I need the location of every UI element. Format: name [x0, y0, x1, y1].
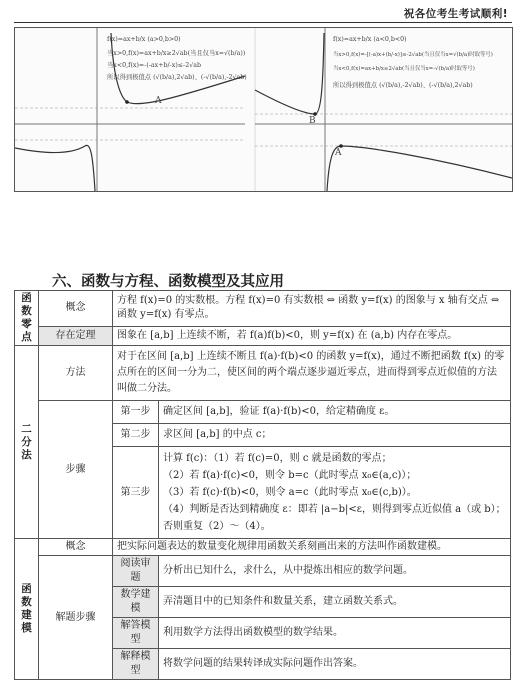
modeling-step-name: 阅读审题: [113, 556, 159, 587]
modeling-concept-text: 把实际问题表达的数量变化规律用函数关系刻画出来的方法叫作函数建模。: [113, 539, 511, 556]
modeling-step-name: 解答模型: [113, 618, 159, 649]
modeling-step-text: 弄清题目中的已知条件和数量关系，建立函数关系式。: [159, 587, 511, 618]
right-formula-2: 当x>0,f(x)=-[(-a)x+(b/-x)]≤-2√ab(当且仅当x=√(b/a)时取等号): [333, 52, 493, 58]
step2-label: 第二步: [113, 424, 159, 447]
step3-text: [159, 447, 511, 539]
zero-theorem-text: 图象在 [a,b] 上连续不断，若 f(a)f(b)<0，则 y=f(x) 在 (a,b) 内存在零点。: [113, 326, 511, 345]
bisection-steps-label: 步骤: [39, 401, 113, 539]
modeling-steps-label: 解题步骤: [39, 556, 113, 680]
section-title: 六、函数与方程、函数模型及其应用: [52, 274, 284, 290]
bisection-step1-row: [15, 401, 511, 424]
right-upper-branch: [255, 33, 324, 114]
point-label-b: B: [309, 116, 316, 126]
zero-theorem-row: [15, 326, 511, 345]
modeling-step-name: 解释模型: [113, 649, 159, 680]
zero-concept-label: 概念: [39, 291, 113, 327]
bisection-section-label: 二分法: [15, 346, 39, 539]
left-formula-3: 当x<0,f(x)=-(-ax+b/-x)≤-2√ab: [107, 62, 201, 69]
left-formula-2: 当x>0,f(x)=ax+b/x≥2√ab(当且仅当x=√(b/a)): [107, 50, 246, 57]
function-equation-table: [14, 290, 511, 680]
left-formula-1: f(x)=ax+b/x (a>0,b>0): [107, 36, 181, 43]
zero-concept-text: 方程 f(x)=0 的实数根。方程 f(x)=0 有实数根 ⇔ 函数 y=f(x) 的图象与 x 轴有交点 ⇔ 函数 y=f(x) 有零点。: [113, 291, 511, 327]
right-formula-1: f(x)=ax+b/x (a<0,b<0): [333, 36, 407, 43]
modeling-step-name: 数学建模: [113, 587, 159, 618]
point-label-a-left: A: [155, 96, 162, 106]
header-note: 祝各位考生考试顺利!: [403, 8, 508, 20]
step2-text: 求区间 [a,b] 的中点 c；: [159, 424, 511, 447]
bisection-method-text: 对于在区间 [a,b] 上连续不断且 f(a)·f(b)<0 的函数 y=f(x)，通过不断把函数 f(x) 的零点所在的区间一分为二，使区间的两个端点逐步逼近零点，进而得到零点近似值的方法叫做二分法。: [113, 346, 511, 401]
left-formula-4: 所以得到极值点 (√(b/a),2√ab)、(-√(b/a),-2√ab): [107, 74, 247, 81]
zero-section-label: 函数零点: [15, 291, 39, 346]
modeling-concept-row: [15, 539, 511, 556]
zero-theorem-label: 存在定理: [39, 326, 113, 345]
function-graph-figure: [14, 27, 513, 192]
header-rule: [14, 22, 512, 23]
step1-text: 确定区间 [a,b]，验证 f(a)·f(b)<0，给定精确度 ε。: [159, 401, 511, 424]
step1-label: 第一步: [113, 401, 159, 424]
modeling-concept-label: 概念: [39, 539, 113, 556]
right-formula-3: 当x<0,f(x)=ax+b/x≥2√ab(当且仅当x=-√(b/a)时取等号): [333, 66, 475, 72]
bisection-method-label: 方法: [39, 346, 113, 401]
bisection-method-row: [15, 346, 511, 401]
modeling-section-label: 函数建模: [15, 539, 39, 680]
modeling-step-text: 利用数学方法得出函数模型的数学结果。: [159, 618, 511, 649]
step3-line: （3）若 f(c)·f(b)<0，则令 a=c（此时零点 x₀∈(c,b)）。: [163, 487, 417, 498]
left-lower-branch: [15, 145, 95, 191]
right-lower-branch: [327, 146, 512, 191]
step3-label: 第三步: [113, 447, 159, 539]
modeling-step-text: 分析出已知什么，求什么，从中提炼出相应的数学问题。: [159, 556, 511, 587]
step3-line: （2）若 f(a)·f(c)<0，则令 b=c（此时零点 x₀∈(a,c)）；: [163, 470, 417, 481]
right-formula-4: 所以得到极值点 (√(b/a),-2√ab)、(-√(b/a),2√ab): [333, 82, 473, 89]
step3-line: （4）判断是否达到精确度 ε：即若 |a−b|<ε，则得到零点近似值 a（或 b）；: [163, 504, 506, 515]
step3-line: 计算 f(c)：（1）若 f(c)=0，则 c 就是函数的零点；: [163, 453, 392, 464]
modeling-step-text: 将数学问题的结果转译成实际问题作出答案。: [159, 649, 511, 680]
step3-line: 否则重复（2）～（4）。: [163, 521, 271, 532]
point-label-a-right: A: [335, 148, 342, 158]
modeling-step-row: [15, 556, 511, 587]
zero-concept-row: [15, 291, 511, 327]
